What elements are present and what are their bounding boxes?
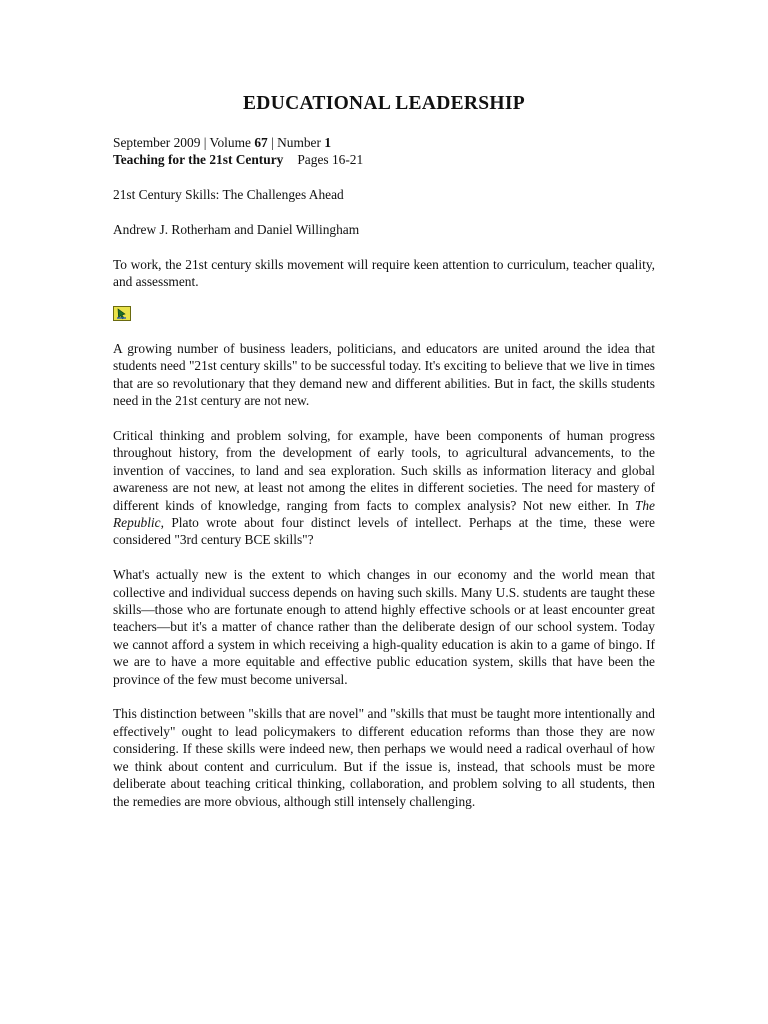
arrow-link-icon[interactable] xyxy=(113,306,131,321)
issue-number: 1 xyxy=(324,135,332,150)
paragraph-3: What's actually new is the extent to which changes in our economy and the world mean that collective and individual success depends on having such skills. Many U.S. students are taught these skills—those who are fortunate enough to attend highly effective schools or at least encounter great teachers—but it's a matter of chance rather than the deliberate design of our school system. Today we cannot afford a system in which receiving a high-quality education is akin to a game of bingo. If we are to have a more equitable and effective public education system, skills that have been the province of the few must become universal. xyxy=(113,567,655,687)
paragraph-4: This distinction between "skills that are novel" and "skills that must be taught more intentionally and effectively" ought to lead policymakers to different education reforms than those they are now considering. If these skills were indeed new, then perhaps we would need a radical overhaul of how we think about content and curriculum. But if the issue is, instead, that schools must be more deliberate about teaching critical thinking, collaboration, and problem solving to all students, then the remedies are more obvious, although still intensely challenging. xyxy=(113,706,655,809)
volume-number: 67 xyxy=(254,135,268,150)
article-title: 21st Century Skills: The Challenges Ahead xyxy=(113,187,344,202)
article-authors: Andrew J. Rotherham and Daniel Willingham xyxy=(113,222,360,237)
paragraph-2 xyxy=(113,427,655,549)
paragraph-2-text-b: , Plato wrote about four distinct levels of intellect. Perhaps at the time, these were considered "3rd century BCE skills"? xyxy=(113,515,655,548)
number-separator: | Number xyxy=(267,135,325,150)
article-body xyxy=(113,340,655,810)
issue-info xyxy=(113,134,655,169)
paragraph-1: A growing number of business leaders, politicians, and educators are united around the idea that students need "21st century skills" to be successful today. It's exciting to believe that we live in times that are so revolutionary that they demand new and different abilities. But in fact, the skills students need in the 21st century are not new. xyxy=(113,341,655,409)
book-title-the-republic: The Republic xyxy=(113,497,655,531)
issue-theme: Teaching for the 21st Century xyxy=(113,152,284,168)
issue-date: September 2009 xyxy=(113,135,201,150)
volume-separator: | Volume xyxy=(200,135,255,150)
publication-title: EDUCATIONAL LEADERSHIP xyxy=(243,93,525,114)
page-range: Pages 16-21 xyxy=(297,152,364,168)
article-abstract: To work, the 21st century skills movement will require keen attention to curriculum, teacher quality, and assessment. xyxy=(113,257,655,290)
paragraph-2-text-a: Critical thinking and problem solving, for example, have been components of human progress throughout history, from the development of early tools, to agricultural advancements, to the invention of vaccines, to land and sea exploration. Such skills as information literacy and global awareness are not new, at least not among the elites in different societies. The need for mastery of different kinds of knowledge, ranging from facts to complex analysis? Not new either. In xyxy=(113,428,655,513)
issue-line xyxy=(113,134,655,151)
theme-line xyxy=(113,151,655,168)
